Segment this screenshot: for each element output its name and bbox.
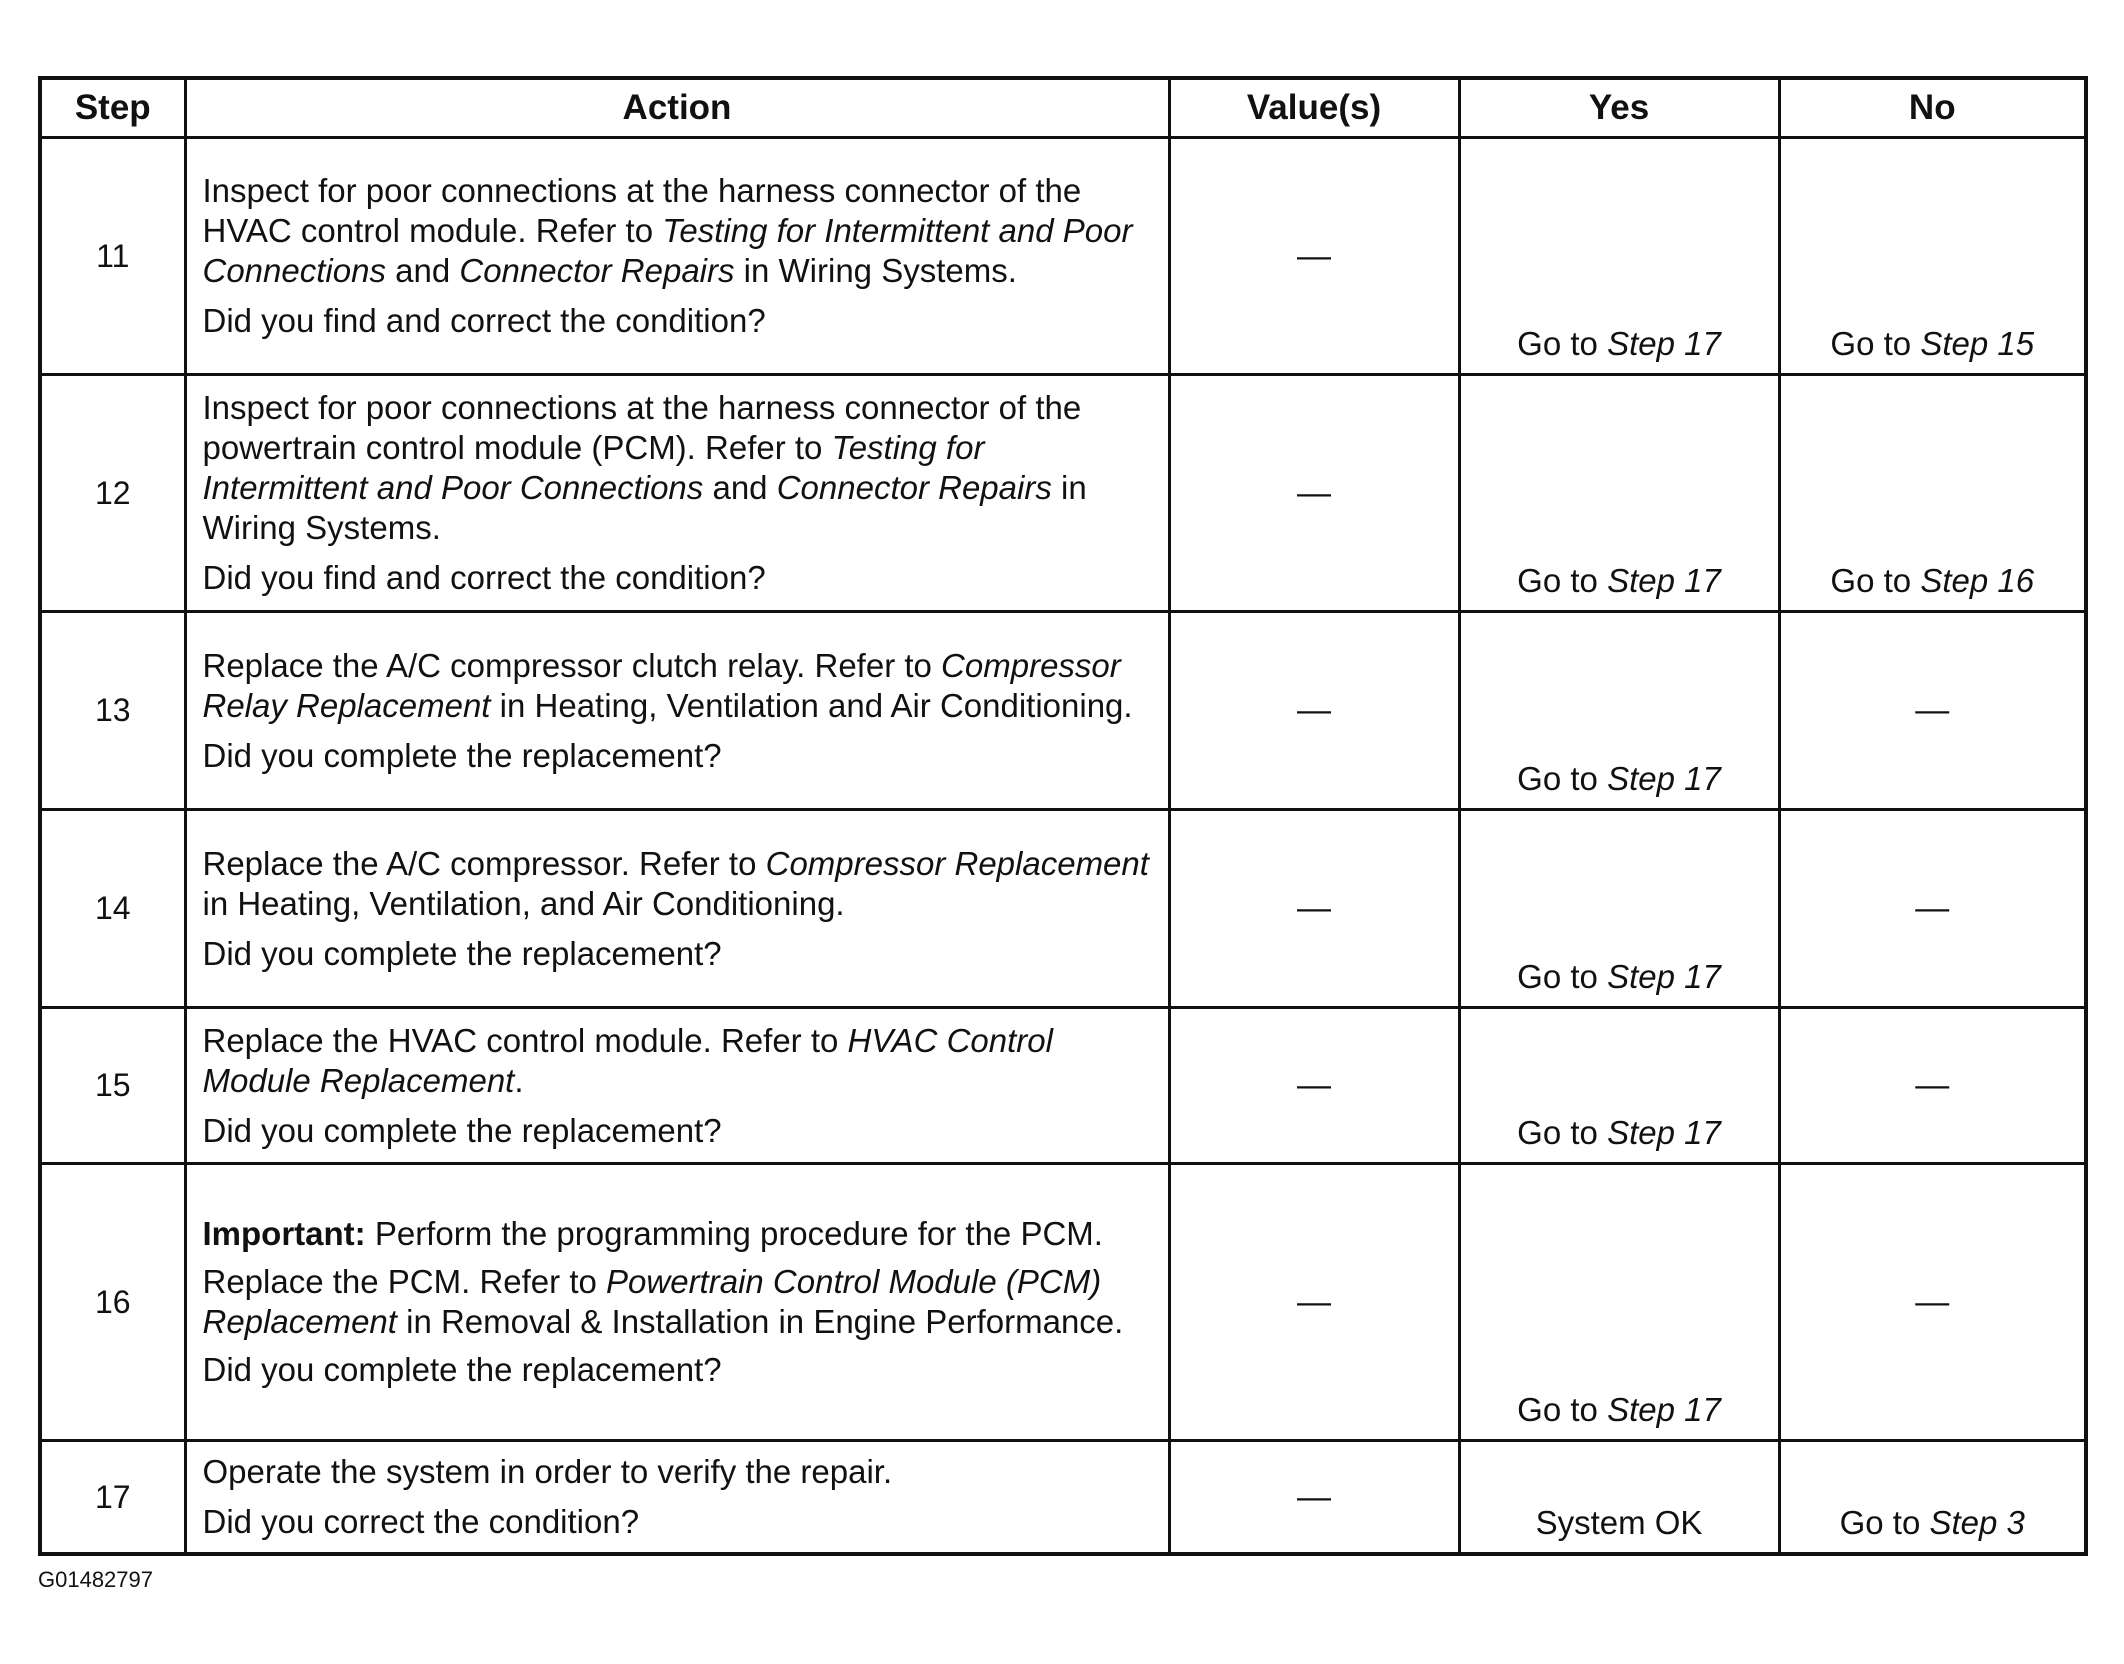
yes-cell: Go to Step 17: [1459, 375, 1779, 612]
action-question: Did you find and correct the condition?: [202, 559, 766, 596]
table-row: [40, 138, 2086, 375]
value-cell: —: [1169, 1164, 1459, 1441]
value-cell: —: [1169, 810, 1459, 1008]
value-cell: —: [1169, 1008, 1459, 1164]
header-yes: Yes: [1459, 78, 1779, 138]
action-instruction: Operate the system in order to verify the repair.: [202, 1453, 893, 1490]
step-number: 11: [40, 138, 185, 375]
action-cell: [185, 1008, 1169, 1164]
value-cell: —: [1169, 138, 1459, 375]
header-values: Value(s): [1169, 78, 1459, 138]
value-cell: —: [1169, 375, 1459, 612]
action-instruction: Replace the PCM. Refer to Powertrain Control Module (PCM) Replacement in Removal & Installation in Engine Performance.: [202, 1263, 1124, 1340]
action-instruction: Inspect for poor connections at the harness connector of the HVAC control module. Refer to Testing for Intermittent and Poor Connections and Connector Repairs in Wiring Systems.: [202, 172, 1133, 289]
step-number: 17: [40, 1441, 185, 1555]
action-instruction: Replace the A/C compressor clutch relay. Refer to Compressor Relay Replacement in Heating, Ventilation and Air Conditioning.: [202, 646, 1133, 724]
action-question: Did you find and correct the condition?: [202, 302, 766, 339]
yes-cell: Go to Step 17: [1459, 810, 1779, 1008]
action-cell: [185, 138, 1169, 375]
header-row: [40, 78, 2086, 138]
yes-cell: System OK: [1459, 1441, 1779, 1555]
action-cell: [185, 810, 1169, 1008]
no-cell: —: [1779, 612, 2086, 810]
important-note: Important: Perform the programming procedure for the PCM.: [202, 1215, 1103, 1252]
header-no: No: [1779, 78, 2086, 138]
action-question: Did you complete the replacement?: [202, 934, 722, 972]
step-number: 13: [40, 612, 185, 810]
action-question: Did you complete the replacement?: [202, 1351, 722, 1388]
action-cell: [185, 375, 1169, 612]
step-number: 16: [40, 1164, 185, 1441]
table-row: [40, 1164, 2086, 1441]
no-cell: Go to Step 15: [1779, 138, 2086, 375]
value-cell: —: [1169, 1441, 1459, 1555]
action-instruction: Replace the HVAC control module. Refer to HVAC Control Module Replacement.: [202, 1021, 1053, 1099]
value-cell: —: [1169, 612, 1459, 810]
figure-id: G01482797: [38, 1567, 153, 1592]
diagnostic-table: [38, 76, 2088, 1556]
no-cell: —: [1779, 1008, 2086, 1164]
no-cell: —: [1779, 1164, 2086, 1441]
yes-cell: Go to Step 17: [1459, 138, 1779, 375]
action-instruction: Replace the A/C compressor. Refer to Compressor Replacement in Heating, Ventilation, and Air Conditioning.: [202, 844, 1149, 922]
action-question: Did you complete the replacement?: [202, 1111, 722, 1149]
header-step: Step: [40, 78, 185, 138]
action-cell: [185, 612, 1169, 810]
action-question: Did you correct the condition?: [202, 1503, 640, 1540]
table-row: [40, 1008, 2086, 1164]
step-number: 12: [40, 375, 185, 612]
action-cell: [185, 1441, 1169, 1555]
table-row: [40, 810, 2086, 1008]
action-question: Did you complete the replacement?: [202, 736, 722, 774]
yes-cell: Go to Step 17: [1459, 1008, 1779, 1164]
no-cell: Go to Step 3: [1779, 1441, 2086, 1555]
table-row: [40, 1441, 2086, 1555]
yes-cell: Go to Step 17: [1459, 612, 1779, 810]
table-row: [40, 612, 2086, 810]
table-row: [40, 375, 2086, 612]
yes-cell: Go to Step 17: [1459, 1164, 1779, 1441]
action-cell: [185, 1164, 1169, 1441]
header-action: Action: [185, 78, 1169, 138]
no-cell: —: [1779, 810, 2086, 1008]
action-instruction: Inspect for poor connections at the harness connector of the powertrain control module (PCM). Refer to Testing for Intermittent and Poor Connections and Connector Repairs in Wiring Systems.: [202, 389, 1087, 546]
no-cell: Go to Step 16: [1779, 375, 2086, 612]
step-number: 14: [40, 810, 185, 1008]
step-number: 15: [40, 1008, 185, 1164]
